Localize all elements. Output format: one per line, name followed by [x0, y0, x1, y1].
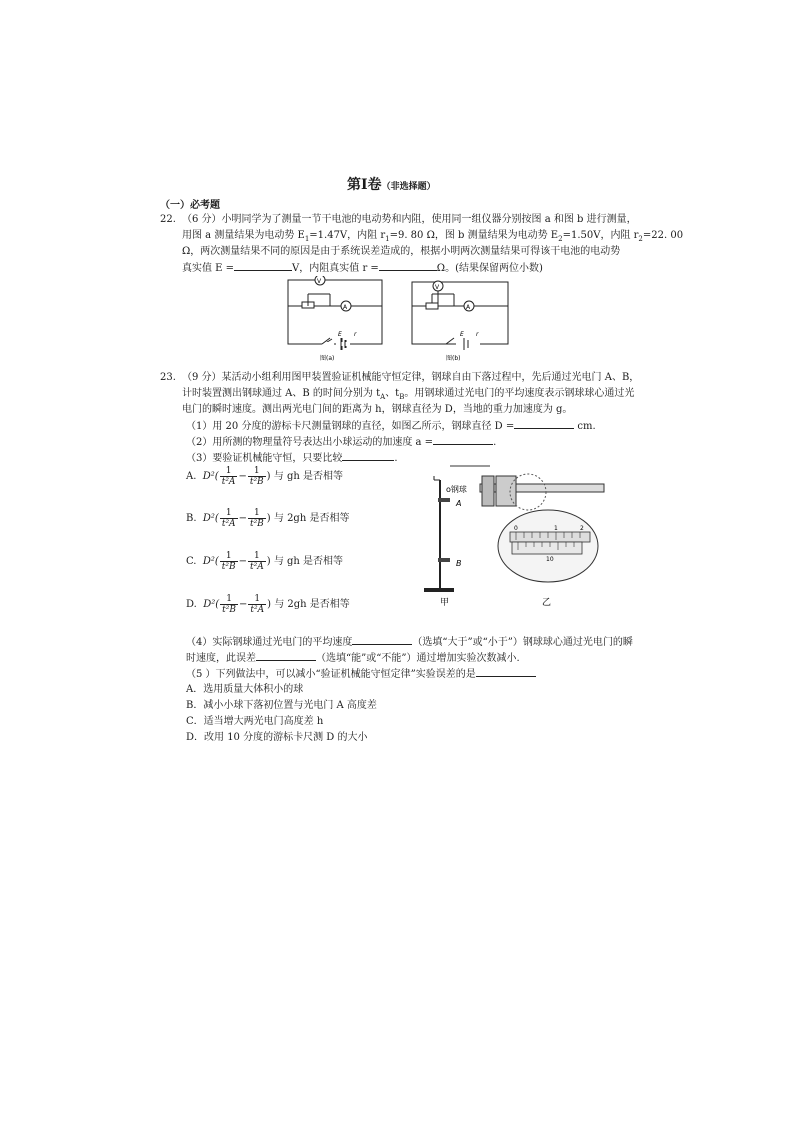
- voltmeter-label-b: V: [435, 284, 440, 291]
- q23-sub-5: （5 ）下列做法中，可以减小“验证机械能守恒定律”实验误差的是: [186, 666, 536, 683]
- answer-blank-e[interactable]: [234, 260, 292, 271]
- option-a[interactable]: A. D²( $\frac{1}{\text{t²A}}$ − $\frac{1}{\text{t²B}}$ ) 与 gh 是否相等: [186, 466, 343, 487]
- answer-blank-r[interactable]: [379, 260, 437, 271]
- page-subtitle: （非选择题）: [381, 182, 436, 192]
- ammeter-label-b: A: [466, 304, 471, 311]
- q23-sub-3: （3）要验证机械能守恒，只要比较 .: [186, 450, 398, 467]
- q23-sub-2: （2）用所测的物理量符号表达出小球运动的加速度 a = .: [186, 434, 496, 451]
- ammeter-label: A: [343, 304, 348, 311]
- scale-one: 1: [554, 525, 558, 532]
- q23-sub-4-cont: 时速度，此误差 （选填“能”或“不能”）通过增加实验次数减小.: [186, 650, 520, 667]
- gate-b-label: B: [456, 559, 462, 568]
- resistance-label: r: [354, 331, 357, 338]
- choice-d[interactable]: D．改用 10 分度的游标卡尺测 D 的大小: [186, 732, 368, 743]
- section-heading: （一）必考题: [160, 200, 220, 211]
- answer-blank-error[interactable]: [256, 650, 316, 661]
- scale-ten: 10: [546, 556, 554, 563]
- choice-a[interactable]: A．选用质量大体积小的球: [186, 684, 304, 695]
- answer-blank-speed[interactable]: [352, 634, 412, 645]
- q22-line-1: （6 分）小明同学为了测量一节干电池的电动势和内阻，使用同一组仪器分别按图 a 和图 b 进行测量，: [182, 214, 637, 225]
- ball-label: o钢球: [446, 485, 467, 494]
- choice-c[interactable]: C．适当增大两光电门高度差 h: [186, 716, 324, 727]
- q23-sub-1: （1）用 20 分度的游标卡尺测量钢球的直径，如图乙所示，钢球直径 D = cm.: [186, 418, 596, 435]
- fig-yi-caption: 乙: [542, 598, 552, 608]
- q22-line-4: 真实值 E = V，内阻真实值 r = Ω。(结果保留两位小数): [182, 260, 543, 277]
- resistance-label-b: r: [476, 331, 479, 338]
- q22-line-2: 用图 a 测量结果为电动势 $E_1=1.47V$，内阻 $r_1=9$. 80 Ω，图 b 测量结果为电动势 $E_2=1.50V$，内阻 $r_2=22$. 00: [182, 230, 684, 243]
- option-d[interactable]: D. D²( $\frac{1}{\text{t²B}}$ − $\frac{1}{\text{t²A}}$ ) 与 2gh 是否相等: [186, 594, 350, 615]
- circuit-figure-a: [280, 276, 388, 362]
- voltmeter-label: V: [317, 278, 322, 285]
- q23-line-3: 电门的瞬时速度。测出两光电门间的距离为 h，钢球直径为 D，当地的重力加速度为 g。: [182, 404, 573, 415]
- choice-b[interactable]: B．减小小球下落初位置与光电门 A 高度差: [186, 700, 377, 711]
- page-title: 第Ⅰ卷（非选择题）: [347, 177, 436, 193]
- emf-label: E: [338, 331, 342, 338]
- scale-zero: 0: [514, 525, 518, 532]
- option-b[interactable]: B. D²( $\frac{1}{\text{t²A}}$ − $\frac{1}{\text{t²B}}$ ) 与 2gh 是否相等: [186, 508, 350, 529]
- q23-number: 23.: [160, 372, 176, 383]
- circuit-figure-b: [406, 276, 514, 362]
- emf-label-b: E: [460, 331, 464, 338]
- answer-blank-d[interactable]: [514, 418, 574, 429]
- gate-a-label: A: [456, 499, 462, 508]
- fig-jia-caption: 甲: [440, 598, 450, 608]
- apparatus-figure: [420, 462, 606, 610]
- fig-b-caption: 图(b): [446, 355, 461, 362]
- q23-line-1: （9 分）某活动小组利用图甲装置验证机械能守恒定律，钢球自由下落过程中，先后通过光电门 A、B，: [182, 372, 640, 383]
- q23-sub-4: （4）实际钢球通过光电门的平均速度 （选填“大于”或“小于”）钢球球心通过光电门的瞬: [186, 634, 633, 651]
- photogate-a: [438, 498, 450, 502]
- answer-blank-choice[interactable]: [476, 666, 536, 677]
- option-c[interactable]: C. D²( $\frac{1}{\text{t²B}}$ − $\frac{1}{\text{t²A}}$ ) 与 gh 是否相等: [186, 551, 344, 572]
- photogate-b: [438, 558, 450, 562]
- fig-a-caption: 图(a): [320, 355, 335, 362]
- scale-two: 2: [580, 525, 584, 532]
- q22-line-3: Ω，两次测量结果不同的原因是由于系统误差造成的，根据小明两次测量结果可得该干电池的电动势: [182, 246, 621, 257]
- answer-blank-a[interactable]: [433, 434, 493, 445]
- q22-number: 22.: [160, 214, 176, 225]
- q23-line-2: 计时装置测出钢球通过 A、B 的时间分别为 $t_A$、$t_B$。用钢球通过光电门的平均速度表示钢球球心通过光: [182, 388, 635, 401]
- answer-blank-compare[interactable]: [342, 450, 394, 461]
